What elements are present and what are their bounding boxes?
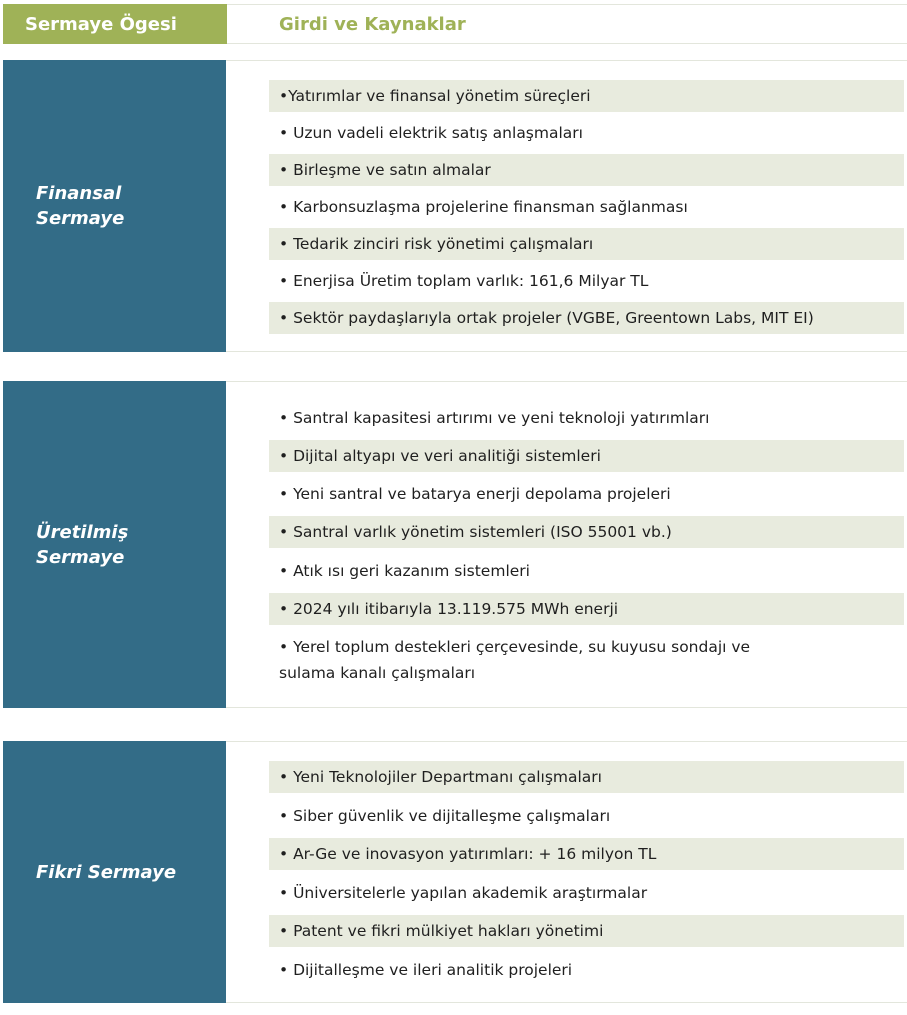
section-label-line2: Sermaye (36, 208, 125, 229)
list-item: •Yatırımlar ve finansal yönetim süreçleri (269, 80, 904, 112)
list-item: • Enerjisa Üretim toplam varlık: 161,6 Milyar TL (279, 271, 649, 290)
list-item: • Atık ısı geri kazanım sistemleri (279, 561, 530, 580)
header-capital-element: Sermaye Ögesi (3, 4, 227, 44)
table-header (0, 0, 907, 46)
list-item: • Siber güvenlik ve dijitalleşme çalışmaları (279, 806, 611, 825)
header-inputs-resources: Girdi ve Kaynaklar (227, 4, 907, 44)
section-label (3, 60, 226, 352)
list-item: • Dijitalleşme ve ileri analitik projeleri (279, 960, 573, 979)
section-label-line1: Üretilmiş (36, 521, 129, 543)
section-label-line1: Fikri Sermaye (36, 861, 177, 883)
list-item: • Birleşme ve satın almalar (269, 154, 904, 186)
list-item: • Santral kapasitesi artırımı ve yeni teknoloji yatırımları (279, 408, 710, 427)
list-item: • Santral varlık yönetim sistemleri (ISO 55001 vb.) (269, 516, 904, 548)
list-item: • Üniversitelerle yapılan akademik araştırmalar (279, 883, 648, 902)
list-item: • Yeni santral ve batarya enerji depolama projeleri (279, 484, 671, 503)
list-item: • Tedarik zinciri risk yönetimi çalışmaları (269, 228, 904, 260)
section-label (3, 741, 226, 1003)
list-item: • Yeni Teknolojiler Departmanı çalışmaları (269, 761, 904, 793)
list-item: • Karbonsuzlaşma projelerine finansman sağlanması (279, 197, 688, 216)
list-item: • Yerel toplum destekleri çerçevesinde, su kuyusu sondajı ve (279, 638, 751, 656)
list-item: • 2024 yılı itibarıyla 13.119.575 MWh enerji (269, 593, 904, 625)
list-item-continuation: sulama kanalı çalışmaları (279, 664, 476, 682)
list-item: • Ar-Ge ve inovasyon yatırımları: + 16 milyon TL (269, 838, 904, 870)
list-item: • Uzun vadeli elektrik satış anlaşmaları (279, 123, 583, 142)
section-label (3, 381, 226, 708)
list-item: • Patent ve fikri mülkiyet hakları yönetimi (269, 915, 904, 947)
list-item: • Sektör paydaşlarıyla ortak projeler (VGBE, Greentown Labs, MIT EI) (269, 302, 904, 334)
section-label-line2: Sermaye (36, 546, 125, 568)
section-label-line1: Finansal (36, 183, 122, 204)
list-item: • Dijital altyapı ve veri analitiği sistemleri (269, 440, 904, 472)
